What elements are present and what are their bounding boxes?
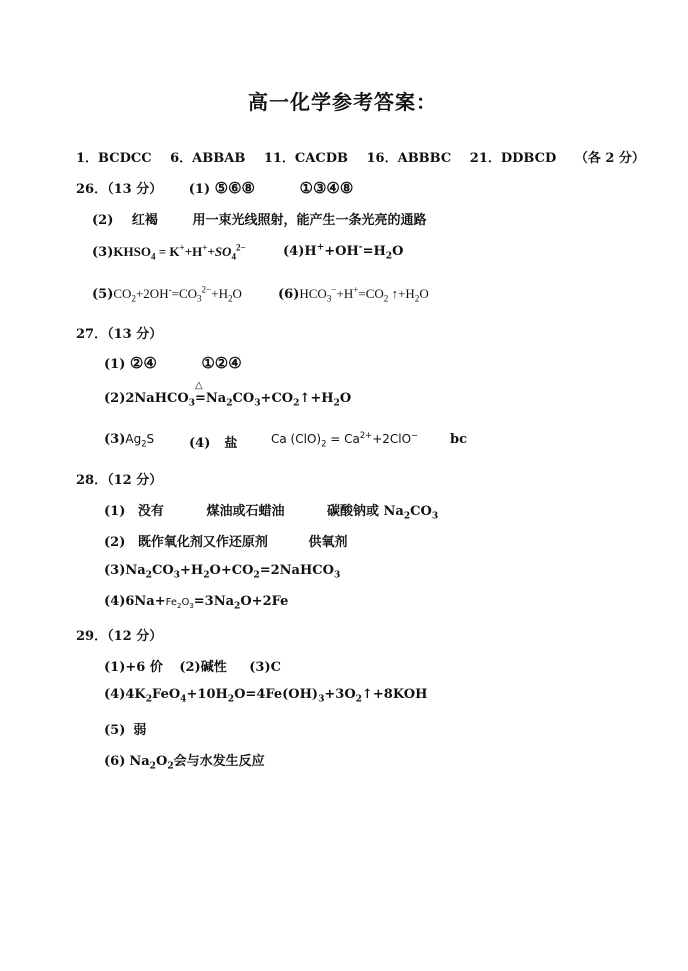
q28-p1-answer-b: 煤油或石蜡油 [206,504,285,519]
q28-p4-label: (4) [104,594,126,609]
q27-line3-p4 [189,432,237,451]
q27-p1-label: (1) [104,357,126,372]
q29-p1-label: (1) [104,660,126,675]
mc-group-1: 1．BCDCC [76,151,152,166]
q29-p4-equation: $4K_2FeO_4+10H_2O=4Fe(OH)_3+3O_2↑+8KOH$ [125,687,428,705]
q27-p3-label: (3) [104,432,126,447]
q26-p5-label: (5) [92,287,114,302]
q28-line2 [104,531,347,550]
mc-score: （各 2 分） [574,151,645,166]
q27-p4-label: (4) [189,436,211,451]
heat-symbol: △ [195,380,203,391]
q28-p2-label: (2) [104,535,126,550]
q28-line4 [104,594,289,612]
q27-line1 [104,354,242,372]
q26-p2-label: (2) [92,213,114,228]
q29-p5-label: (5) [104,723,126,738]
q26-p6-equation: $HCO_3^-+H^+=CO_2$ $↑+H_2O$ [299,284,429,304]
q28-p2-answer-a: 既作氧化剂又作还原剂 [137,535,268,550]
q26-line3 [92,244,246,260]
q29-p6-label: (6) [104,754,126,769]
q29-p6-answer: $Na_2O_2$会与水发生反应 [129,754,265,772]
q26-line3-p4 [283,241,404,262]
q26-line4 [92,286,242,302]
q26-p1-label: (1) [188,182,211,197]
q29-p1-answer: +6 价 [125,660,163,675]
q29-p3-answer: C [270,660,281,675]
q27-line2 [104,380,352,409]
q26-p5-equation: $CO_2+2OH^-=CO_3^{2-}+H_2O$ [113,284,242,304]
mc-group-4: 16．ABBBC [366,151,452,166]
q27-head: 27．（13 分） [76,327,163,342]
q26-p1-answer-b: ①③④⑧ [299,179,354,197]
q26-p2-answer-a: 红褐 [131,213,158,228]
q26-line2 [92,209,426,228]
q26-line1 [76,178,353,197]
q29-line5 [104,719,146,738]
mc-group-5: 21．DDBCD [469,151,557,166]
q29-line4 [104,687,428,705]
q26-p1-answer-a: ⑤⑥⑧ [214,179,255,197]
q28-p4-equation: $6Na+Fe_2O_3=3Na_2O+2Fe$ [125,594,289,612]
page-title: 高一化学参考答案： [248,90,437,114]
q29-p2-answer: 碱性 [200,660,227,675]
q28-p1-answer-c: 碳酸钠或 $Na_2CO_3$ [326,504,439,522]
q29-p2-label: (2) [179,660,201,675]
q28-p3-equation: $Na_2CO_3+H_2O+CO_2=2NaHCO_3$ [125,563,341,581]
q26-p4-label: (4) [283,244,305,259]
q26-p4-equation: $H^++OH^-=H_2O$ [304,241,404,262]
q29-line6 [104,750,265,772]
q28-p1-label: (1) [104,504,126,519]
q29-p5-answer: 弱 [133,723,147,738]
q28-line1 [104,500,439,522]
mc-group-2: 6．ABBAB [170,151,246,166]
q26-line4-p6 [278,286,429,302]
q26-p2-answer-b: 用一束光线照射，能产生一条光亮的通路 [192,213,427,228]
q26-p6-label: (6) [278,287,300,302]
q26-p3-label: (3) [92,245,114,260]
q27-bc: bc [450,432,468,447]
q28-p3-label: (3) [104,563,126,578]
mc-answers [76,147,645,166]
q29-head: 29．（12 分） [76,629,163,644]
q26-p3-equation: $KHSO_4 = K^++H^++SO_4^{2-}$ [113,242,246,262]
q28-head: 28．（12 分） [76,473,163,488]
q27-ionization-equation: Ca $(ClO)_2 = Ca^{2+}+2ClO^-$ [271,430,419,449]
q27-p3-answer: $Ag_2S$ [125,432,155,449]
q27-p4-answer: 盐 [224,436,238,451]
q28-p1-answer-a: 没有 [137,504,164,519]
mc-group-3: 11．CACDB [263,151,348,166]
q29-line1 [104,656,281,675]
q27-p1-answer-b: ①②④ [201,354,242,372]
q27-p2-equation: 2NaHCO$_3$ △ $=Na_2CO_3+CO_2↑+H_2O$ [125,380,352,409]
q28-line3 [104,563,341,581]
q27-line3 [104,432,154,447]
q27-p2-label: (2) [104,391,126,406]
q27-p1-answer-a: ②④ [129,354,157,372]
q29-p4-label: (4) [104,687,126,702]
q26-head: 26．（13 分） [76,182,163,197]
q29-p3-label: (3) [249,660,271,675]
q28-p2-answer-b: 供氧剂 [308,535,348,550]
